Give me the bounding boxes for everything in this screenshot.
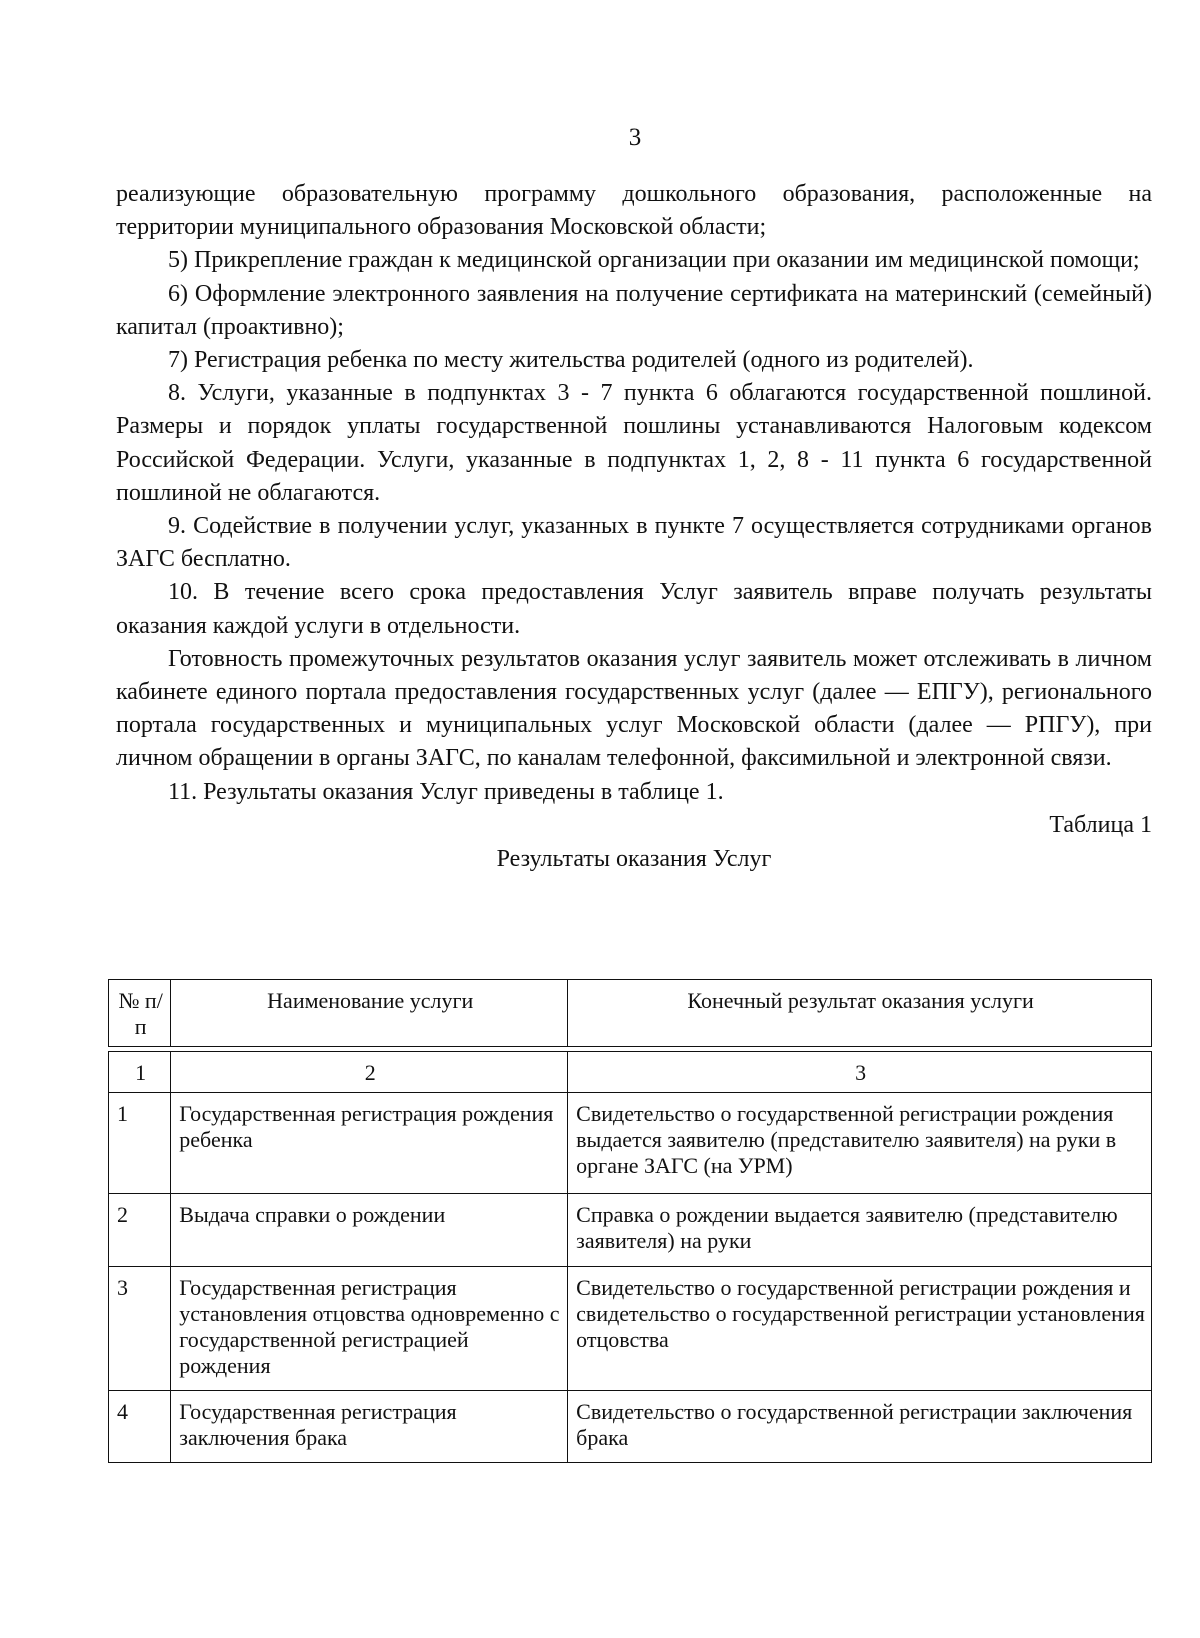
column-number: 2 <box>171 1052 568 1093</box>
results-table <box>108 979 1152 1463</box>
paragraph: 6) Оформление электронного заявления на получение сертификата на материнский (семейный) капитал (проактивно); <box>116 280 1152 340</box>
service-result: Свидетельство о государственной регистрации заключения брака <box>568 1391 1152 1463</box>
table-row <box>109 1267 1152 1391</box>
row-number: 2 <box>109 1194 171 1267</box>
paragraph: реализующие образовательную программу дошкольного образования, расположенные на территории муниципального образования Московской области; <box>116 181 1152 241</box>
paragraph: 9. Содействие в получении услуг, указанных в пункте 7 осуществляется сотрудниками органов ЗАГС бесплатно. <box>116 513 1152 573</box>
table-row <box>109 1093 1152 1194</box>
column-number-row <box>109 1052 1152 1093</box>
header-service-name: Наименование услуги <box>171 980 568 1047</box>
column-number: 1 <box>109 1052 171 1093</box>
service-result: Свидетельство о государственной регистрации рождения выдается заявителю (представителю заявителя) на руки в органе ЗАГС (на УРМ) <box>568 1093 1152 1194</box>
header-number: № п/п <box>109 980 171 1047</box>
row-number: 4 <box>109 1391 171 1463</box>
service-name: Государственная регистрация заключения брака <box>171 1391 568 1463</box>
paragraph: 5) Прикрепление граждан к медицинской организации при оказании им медицинской помощи; <box>168 247 1140 274</box>
column-number: 3 <box>568 1052 1152 1093</box>
page-number: 3 <box>628 124 642 151</box>
row-number: 3 <box>109 1267 171 1391</box>
document-body <box>116 178 1152 876</box>
paragraph: 10. В течение всего срока предоставления Услуг заявитель вправе получать результаты оказания каждой услуги в отдельности. <box>116 579 1152 639</box>
header-result: Конечный результат оказания услуги <box>568 980 1152 1047</box>
paragraph: Готовность промежуточных результатов оказания услуг заявитель может отслеживать в личном кабинете единого портала предоставления государственных услуг (далее — ЕПГУ), регионального портала государственных и муниципальных услуг Московской области (далее — РПГУ), при личном обращении в органы ЗАГС, по каналам телефонной, факсимильной и электронной связи. <box>116 645 1152 772</box>
row-number: 1 <box>109 1093 171 1194</box>
table-row <box>109 1194 1152 1267</box>
service-name: Выдача справки о рождении <box>171 1194 568 1267</box>
table-header-row <box>109 980 1152 1047</box>
table-caption: Таблица 1 <box>1049 811 1152 838</box>
paragraph: 11. Результаты оказания Услуг приведены в таблице 1. <box>168 778 724 805</box>
table-row <box>109 1391 1152 1463</box>
service-result: Свидетельство о государственной регистрации рождения и свидетельство о государственной регистрации установления отцовства <box>568 1267 1152 1391</box>
paragraph: 7) Регистрация ребенка по месту жительства родителей (одного из родителей). <box>168 347 974 374</box>
service-result: Справка о рождении выдается заявителю (представителю заявителя) на руки <box>568 1194 1152 1267</box>
service-name: Государственная регистрация рождения ребенка <box>171 1093 568 1194</box>
paragraph: 8. Услуги, указанные в подпунктах 3 - 7 пункта 6 облагаются государственной пошлиной. Размеры и порядок уплаты государственной пошлины устанавливаются Налоговым кодексом Российской Федерации. Услуги, указанные в подпунктах 1, 2, 8 - 11 пункта 6 государственной пошлиной не облагаются. <box>116 380 1152 506</box>
service-name: Государственная регистрация установления отцовства одновременно с государственной регистрацией рождения <box>171 1267 568 1391</box>
table-title: Результаты оказания Услуг <box>496 846 772 873</box>
